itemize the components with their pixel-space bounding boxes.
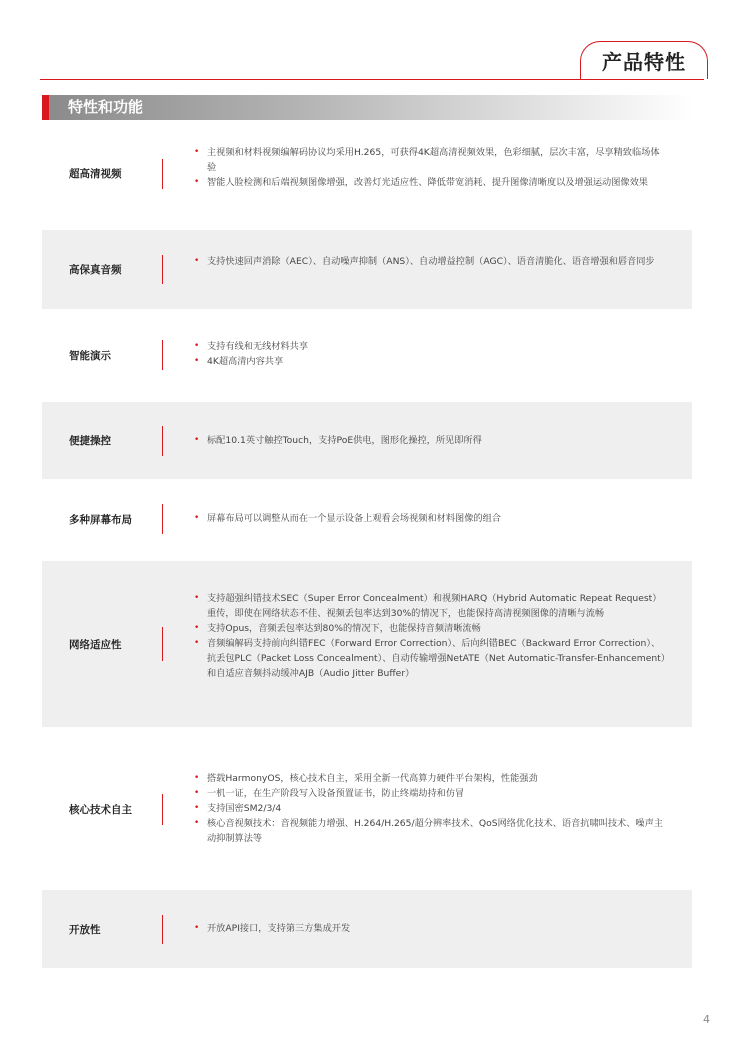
row-divider	[162, 794, 163, 825]
feature-item: • 4K超高清内容共享	[194, 356, 284, 367]
bullet-icon: •	[194, 147, 200, 157]
row-divider	[162, 627, 163, 661]
feature-item: • 开放API接口，支持第三方集成开发	[194, 923, 351, 934]
feature-row-smart-presentation	[42, 318, 692, 392]
feature-items	[194, 511, 668, 526]
feature-row-openness	[42, 890, 692, 968]
section-title: 特性和功能	[68, 98, 144, 116]
feature-item: • 支持快速回声消除（AEC）、自动噪声抑制（ANS）、自动增益控制（AGC）、语音清脆化、语音增强和唇音同步	[194, 256, 655, 267]
page-title: 产品特性	[602, 50, 686, 74]
bullet-icon: •	[194, 623, 200, 633]
page-number: 4	[703, 1013, 710, 1026]
bullet-icon: •	[194, 435, 200, 445]
header-rule	[40, 79, 704, 80]
feature-items	[194, 254, 668, 269]
feature-item: • 标配10.1英寸触控Touch，支持PoE供电，图形化操控，所见即所得	[194, 435, 482, 446]
feature-item: • 核心音视频技术：音视频能力增强、H.264/H.265/超分辨率技术、QoS网络优化技术、语音抗啸叫技术、噪声主动抑制算法等	[194, 818, 663, 844]
feature-items	[194, 433, 668, 448]
feature-label: 网络适应性	[69, 638, 122, 651]
feature-items	[194, 771, 668, 846]
bullet-icon: •	[194, 923, 200, 933]
feature-item: • 屏幕布局可以调整从而在一个显示设备上观看会场视频和材料图像的组合	[194, 513, 501, 524]
feature-item: • 搭载HarmonyOS，核心技术自主，采用全新一代高算力硬件平台架构，性能强劲	[194, 773, 538, 784]
feature-items	[194, 339, 668, 369]
bullet-icon: •	[194, 803, 200, 813]
feature-items	[194, 921, 668, 936]
feature-label: 高保真音频	[69, 264, 122, 276]
row-divider	[162, 915, 163, 944]
feature-items	[194, 145, 668, 190]
bullet-icon: •	[194, 177, 200, 187]
feature-items	[194, 591, 668, 681]
feature-item: • 一机一证，在生产阶段写入设备预置证书，防止终端劫持和仿冒	[194, 788, 465, 799]
feature-label: 便捷操控	[69, 435, 111, 447]
feature-row-network-adaptability	[42, 561, 692, 727]
feature-label: 智能演示	[69, 349, 111, 362]
bullet-icon: •	[194, 256, 200, 266]
feature-label: 核心技术自主	[69, 803, 132, 816]
row-divider	[162, 340, 163, 370]
feature-row-ultra-hd-video	[42, 135, 692, 211]
bullet-icon: •	[194, 773, 200, 783]
bullet-icon: •	[194, 513, 200, 523]
feature-label: 超高清视频	[69, 167, 122, 180]
feature-item: • 智能人脸检测和后端视频图像增强，改善灯光适应性、降低带宽消耗、提升图像清晰度以及增强运动图像效果	[194, 177, 648, 188]
bullet-icon: •	[194, 638, 200, 648]
feature-item: • 支持有线和无线材料共享	[194, 341, 309, 352]
feature-row-core-tech	[42, 730, 692, 888]
feature-item: • 音频编解码支持前向纠错FEC（Forward Error Correction）、后向纠错BEC（Backward Error Correction）、抗丢包PLC（Packet Loss Concealment）、自动传输增强NetATE（Net Automatic-Transfer-Enhancement）和自适应音频抖动缓冲AJB（Audio Jitter Buffer）	[194, 638, 666, 679]
bullet-icon: •	[194, 788, 200, 798]
row-divider	[162, 426, 163, 456]
row-divider	[162, 255, 163, 284]
feature-item: • 支持国密SM2/3/4	[194, 803, 282, 814]
bullet-icon: •	[194, 341, 200, 351]
feature-row-hifi-audio	[42, 230, 692, 309]
feature-label: 开放性	[69, 923, 101, 936]
bullet-icon: •	[194, 818, 200, 828]
feature-item: • 支持超强纠错技术SEC（Super Error Concealment）和视频HARQ（Hybrid Automatic Repeat Request）重传，即使在网络状态不佳、视频丢包率达到30%的情况下，也能保持高清视频图像的清晰与流畅	[194, 593, 662, 619]
row-divider	[162, 504, 163, 534]
bullet-icon: •	[194, 356, 200, 366]
feature-row-easy-control	[42, 402, 692, 479]
feature-item: • 支持Opus，音频丢包率达到80%的情况下，也能保持音频清晰流畅	[194, 623, 481, 634]
feature-item: • 主视频和材料视频编解码协议均采用H.265，可获得4K超高清视频效果，色彩细腻，层次丰富，尽享精致临场体验	[194, 147, 660, 173]
row-divider	[162, 159, 163, 189]
bullet-icon: •	[194, 593, 200, 603]
section-accent	[42, 95, 49, 120]
feature-label: 多种屏幕布局	[69, 513, 132, 526]
feature-row-screen-layouts	[42, 482, 692, 556]
